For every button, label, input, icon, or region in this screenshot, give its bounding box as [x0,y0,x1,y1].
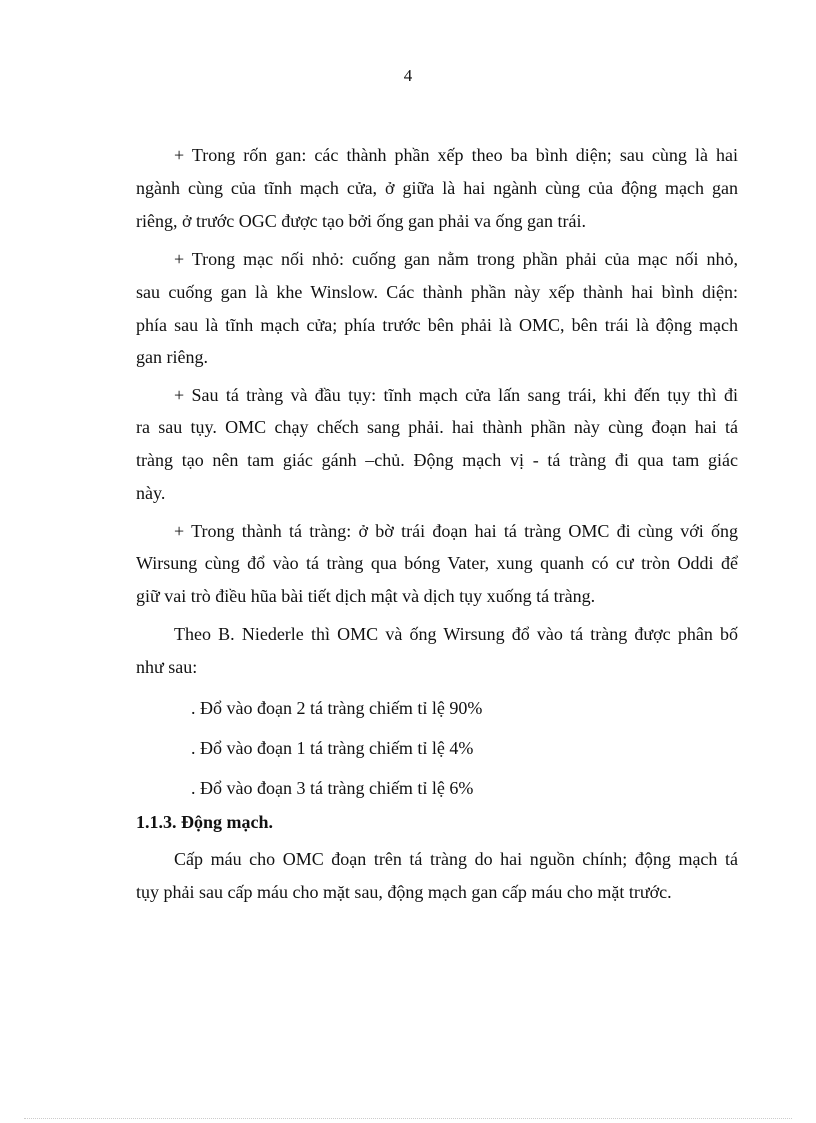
text-line: + Sau tá tràng và đầu tụy: tĩnh mạch cửa lấn sang trái, khi đến tụy thì đi [174,385,738,405]
text-line: phía sau là tĩnh mạch cửa; phía trước bên phải là OMC, bên trái là động mạch [136,315,738,335]
list-item: . Đổ vào đoạn 3 tá tràng chiếm tỉ lệ 6% [191,778,474,798]
text-line: Wirsung cùng đổ vào tá tràng qua bóng Vater, xung quanh có cư tròn Oddi để [136,553,738,573]
text-line: Theo B. Niederle thì OMC và ống Wirsung đổ vào tá tràng được phân bố [174,624,738,644]
text-line: gan riêng. [136,347,208,367]
text-line: tụy phải sau cấp máu cho mặt sau, động mạch gan cấp máu cho mặt trước. [136,882,672,902]
text-line: Cấp máu cho OMC đoạn trên tá tràng do hai nguồn chính; động mạch tá [174,849,738,869]
text-line: + Trong thành tá tràng: ở bờ trái đoạn hai tá tràng OMC đi cùng với ống [174,521,738,541]
text-line: này. [136,483,166,503]
list-item: . Đổ vào đoạn 2 tá tràng chiếm tỉ lệ 90% [191,698,483,718]
text-line: ra sau tụy. OMC chạy chếch sang phải. hai thành phần này cùng đoạn hai tá [136,417,738,437]
text-line: tràng tạo nên tam giác gánh –chủ. Động mạch vị - tá tràng đi qua tam giác [136,450,738,470]
text-line: như sau: [136,657,198,677]
text-line: giữ vai trò điều hũa bài tiết dịch mật và dịch tụy xuống tá tràng. [136,586,596,606]
page-number: 4 [403,66,413,85]
section-heading: 1.1.3. Động mạch. [136,812,274,832]
text-line: + Trong mạc nối nhỏ: cuống gan nằm trong phần phải của mạc nối nhỏ, [174,249,738,269]
list-item: . Đổ vào đoạn 1 tá tràng chiếm tỉ lệ 4% [191,738,474,758]
text-line: + Trong rốn gan: các thành phần xếp theo ba bình diện; sau cùng là hai [174,145,738,165]
text-line: riêng, ở trước OGC được tạo bởi ống gan phải va ống gan trái. [136,211,586,231]
text-line: sau cuống gan là khe Winslow. Các thành phần này xếp thành hai bình diện: [136,282,738,302]
page-bottom-rule [24,1118,792,1119]
text-line: ngành cùng của tĩnh mạch cửa, ở giữa là hai ngành cùng của động mạch gan [136,178,738,198]
